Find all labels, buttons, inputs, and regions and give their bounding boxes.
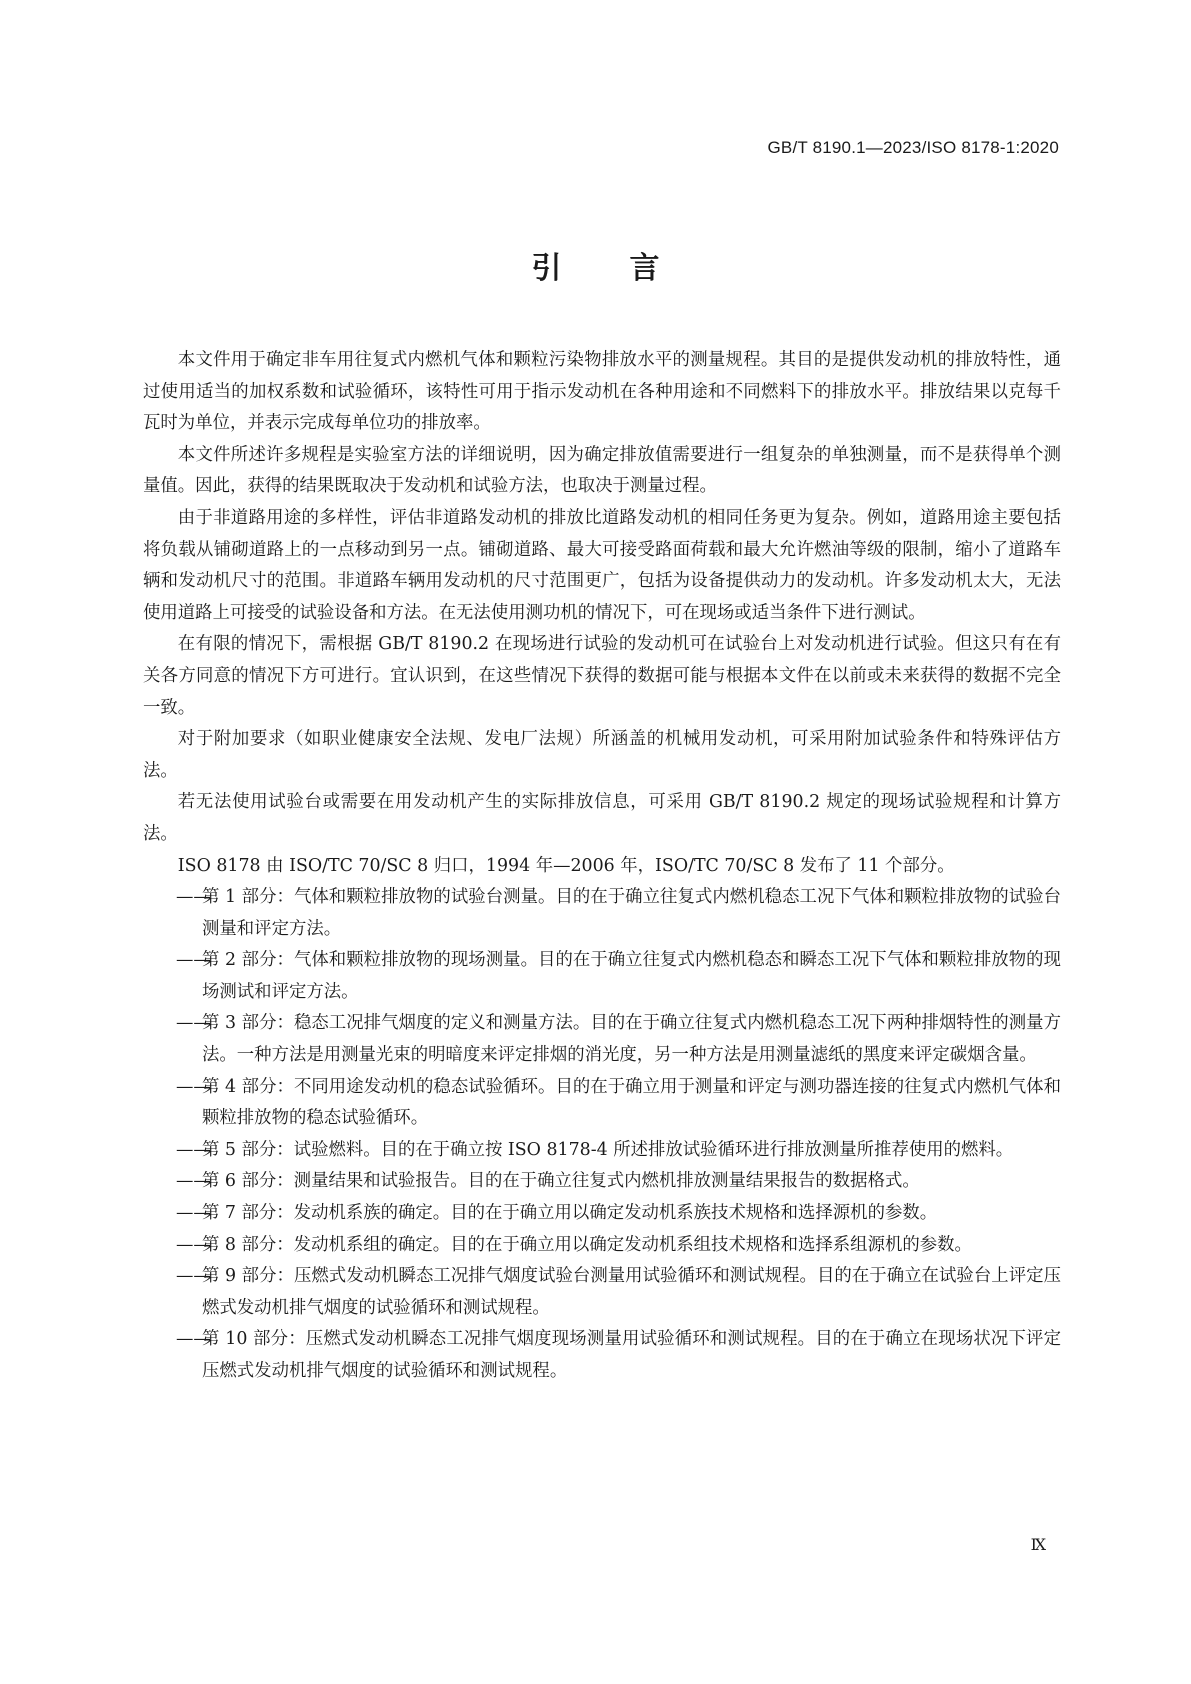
paragraph: 在有限的情况下，需根据 GB/T 8190.2 在现场进行试验的发动机可在试验台上对发动机进行试验。但这只有在有关各方同意的情况下方可进行。宜认识到，在这些情况下获得的数据可能与根据本文件在以前或未来获得的数据不完全一致。 — [143, 634, 1061, 718]
list-dash: —— — [176, 1329, 211, 1350]
list-item-part-5 — [143, 1135, 1061, 1167]
list-item-part-7 — [143, 1198, 1061, 1230]
list-item-part-8 — [143, 1230, 1061, 1262]
paragraph: 本文件所述许多规程是实验室方法的详细说明，因为确定排放值需要进行一组复杂的单独测量，而不是获得单个测量值。因此，获得的结果既取决于发动机和试验方法，也取决于测量过程。 — [143, 444, 1061, 497]
list-dash: —— — [176, 1139, 211, 1160]
list-item-part-4 — [143, 1072, 1061, 1135]
list-dash: —— — [176, 1171, 211, 1192]
document-body — [143, 345, 1061, 1388]
list-item-part-1 — [143, 882, 1061, 945]
list-item-part-2 — [143, 945, 1061, 1008]
page-number: Ⅸ — [1030, 1535, 1046, 1554]
list-dash: —— — [176, 950, 211, 971]
list-item-text: 第 10 部分：压燃式发动机瞬态工况排气烟度现场测量用试验循环和测试规程。目的在于确立在现场状况下评定压燃式发动机排气烟度的试验循环和测试规程。 — [202, 1329, 1061, 1381]
list-item-text: 第 7 部分：发动机系族的确定。目的在于确立用以确定发动机系族技术规格和选择源机的参数。 — [202, 1203, 938, 1224]
page-title: 引言 — [531, 251, 728, 286]
list-item-text: 第 5 部分：试验燃料。目的在于确立按 ISO 8178-4 所述排放试验循环进行排放测量所推荐使用的燃料。 — [202, 1139, 1014, 1160]
list-item-text: 第 1 部分：气体和颗粒排放物的试验台测量。目的在于确立往复式内燃机稳态工况下气体和颗粒排放物的试验台测量和评定方法。 — [202, 887, 1061, 939]
list-item-text: 第 4 部分：不同用途发动机的稳态试验循环。目的在于确立用于测量和评定与测功器连接的往复式内燃机气体和颗粒排放物的稳态试验循环。 — [202, 1076, 1061, 1129]
list-item-text: 第 9 部分：压燃式发动机瞬态工况排气烟度试验台测量用试验循环和测试规程。目的在于确立在试验台上评定压燃式发动机排气烟度的试验循环和测试规程。 — [202, 1266, 1061, 1318]
list-dash: —— — [176, 1234, 211, 1255]
list-item-part-10 — [143, 1324, 1061, 1387]
list-item-text: 第 2 部分：气体和颗粒排放物的现场测量。目的在于确立往复式内燃机稳态和瞬态工况下气体和颗粒排放物的现场测试和评定方法。 — [202, 950, 1061, 1002]
paragraph: 若无法使用试验台或需要在用发动机产生的实际排放信息，可采用 GB/T 8190.2 规定的现场试验规程和计算方法。 — [143, 792, 1061, 844]
list-item-text: 第 3 部分：稳态工况排气烟度的定义和测量方法。目的在于确立往复式内燃机稳态工况下两种排烟特性的测量方法。一种方法是用测量光束的明暗度来评定排烟的消光度，另一种方法是用测量滤纸的黑度来评定碳烟含量。 — [202, 1013, 1061, 1066]
list-dash: —— — [176, 1203, 211, 1224]
list-dash: —— — [176, 1266, 211, 1287]
list-item-text: 第 6 部分：测量结果和试验报告。目的在于确立往复式内燃机排放测量结果报告的数据格式。 — [202, 1171, 920, 1192]
document-header: GB/T 8190.1—2023/ISO 8178-1:2020 — [767, 138, 1059, 157]
list-item-part-9 — [143, 1261, 1061, 1324]
list-dash: —— — [176, 1013, 211, 1034]
paragraph: 本文件用于确定非车用往复式内燃机气体和颗粒污染物排放水平的测量规程。其目的是提供发动机的排放特性，通过使用适当的加权系数和试验循环，该特性可用于指示发动机在各种用途和不同燃料下的排放水平。排放结果以克每千瓦时为单位，并表示完成每单位功的排放率。 — [143, 350, 1061, 434]
list-item-part-6 — [143, 1166, 1061, 1198]
paragraph: ISO 8178 由 ISO/TC 70/SC 8 归口，1994 年—2006 年，ISO/TC 70/SC 8 发布了 11 个部分。 — [177, 855, 955, 876]
list-item-part-3 — [143, 1008, 1061, 1071]
list-dash: —— — [176, 887, 211, 908]
paragraph: 对于附加要求（如职业健康安全法规、发电厂法规）所涵盖的机械用发动机，可采用附加试验条件和特殊评估方法。 — [143, 729, 1061, 781]
list-item-text: 第 8 部分：发动机系组的确定。目的在于确立用以确定发动机系组技术规格和选择系组源机的参数。 — [202, 1234, 972, 1255]
paragraph: 由于非道路用途的多样性，评估非道路发动机的排放比道路发动机的相同任务更为复杂。例如，道路用途主要包括将负载从铺砌道路上的一点移动到另一点。铺砌道路、最大可接受路面荷载和最大允许燃油等级的限制，缩小了道路车辆和发动机尺寸的范围。非道路车辆用发动机的尺寸范围更广，包括为设备提供动力的发动机。许多发动机太大，无法使用道路上可接受的试验设备和方法。在无法使用测功机的情况下，可在现场或适当条件下进行测试。 — [143, 507, 1061, 623]
list-dash: —— — [176, 1076, 211, 1097]
